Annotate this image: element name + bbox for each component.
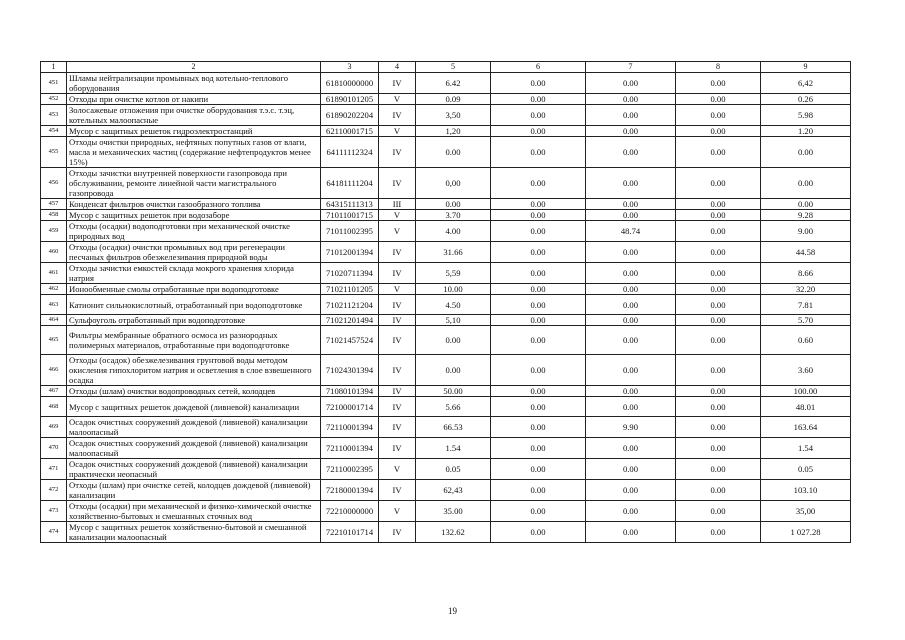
col9-value: 7.81	[761, 295, 851, 315]
waste-name: Отходы (осадки) очистки промывных вод при регенерации песчаных фильтров обезжелезивания природной воды	[67, 242, 321, 263]
col9-value: 5.98	[761, 105, 851, 126]
hazard-class: V	[379, 126, 416, 137]
hazard-class: V	[379, 210, 416, 221]
col5-value: 0.00	[416, 326, 491, 355]
col7-value: 0.00	[586, 480, 676, 501]
col6-value: 0.00	[491, 94, 586, 105]
waste-name: Конденсат фильтров очистки газообразного топлива	[67, 199, 321, 210]
col6-value: 0.00	[491, 355, 586, 386]
row-number: 464	[41, 315, 67, 326]
column-header-8: 8	[676, 62, 761, 73]
row-number: 459	[41, 221, 67, 242]
waste-name: Отходы (осадки) водоподготовки при механической очистке природных вод	[67, 221, 321, 242]
fkko-code: 72180001394	[321, 480, 379, 501]
col6-value: 0.00	[491, 210, 586, 221]
col8-value: 0.00	[676, 386, 761, 397]
row-number: 468	[41, 397, 67, 417]
col7-value: 0.00	[586, 73, 676, 94]
col5-value: 35.00	[416, 501, 491, 522]
col6-value: 0.00	[491, 242, 586, 263]
hazard-class: IV	[379, 168, 416, 199]
col9-value: 9.28	[761, 210, 851, 221]
waste-table	[40, 61, 851, 543]
col8-value: 0.00	[676, 459, 761, 480]
hazard-class: IV	[379, 263, 416, 284]
fkko-code: 62110001715	[321, 126, 379, 137]
fkko-code: 61890202204	[321, 105, 379, 126]
col9-value: 35,00	[761, 501, 851, 522]
waste-table-sheet	[40, 61, 850, 543]
fkko-code: 72210000000	[321, 501, 379, 522]
col5-value: 0.05	[416, 459, 491, 480]
col8-value: 0.00	[676, 94, 761, 105]
column-header-1: 1	[41, 62, 67, 73]
col9-value: 1.54	[761, 438, 851, 459]
col6-value: 0.00	[491, 501, 586, 522]
fkko-code: 72100001714	[321, 397, 379, 417]
fkko-code: 64315111313	[321, 199, 379, 210]
table-body	[41, 62, 851, 543]
waste-name: Отходы зачистки внутренней поверхности газопровода при обслуживании, ремонте линейной части магистрального газопровода	[67, 168, 321, 199]
col7-value: 0.00	[586, 210, 676, 221]
col7-value: 0.00	[586, 105, 676, 126]
waste-name: Мусор с защитных решеток хозяйственно-бытовой и смешанной канализации малоопасный	[67, 522, 321, 543]
waste-name: Фильтры мембранные обратного осмоса из разнородных полимерных материалов, отработанные при водоподготовке	[67, 326, 321, 355]
col9-value: 0.00	[761, 168, 851, 199]
col9-value: 48.01	[761, 397, 851, 417]
fkko-code: 71011002395	[321, 221, 379, 242]
column-header-9: 9	[761, 62, 851, 73]
hazard-class: IV	[379, 522, 416, 543]
col9-value: 163.64	[761, 417, 851, 438]
col6-value: 0.00	[491, 105, 586, 126]
col8-value: 0.00	[676, 221, 761, 242]
col8-value: 0.00	[676, 168, 761, 199]
col5-value: 5,10	[416, 315, 491, 326]
row-number: 470	[41, 438, 67, 459]
col8-value: 0.00	[676, 73, 761, 94]
hazard-class: IV	[379, 355, 416, 386]
col9-value: 0.26	[761, 94, 851, 105]
col5-value: 66.53	[416, 417, 491, 438]
col8-value: 0.00	[676, 263, 761, 284]
fkko-code: 72110001394	[321, 417, 379, 438]
waste-name: Шламы нейтрализации промывных вод котельно-теплового оборудования	[67, 73, 321, 94]
hazard-class: V	[379, 459, 416, 480]
table-row	[41, 284, 851, 295]
fkko-code: 64181111204	[321, 168, 379, 199]
hazard-class: V	[379, 284, 416, 295]
fkko-code: 72110002395	[321, 459, 379, 480]
col9-value: 100.00	[761, 386, 851, 397]
table-row	[41, 326, 851, 355]
table-row	[41, 480, 851, 501]
table-row	[41, 168, 851, 199]
col8-value: 0.00	[676, 480, 761, 501]
col6-value: 0.00	[491, 199, 586, 210]
col8-value: 0.00	[676, 210, 761, 221]
col7-value: 0.00	[586, 326, 676, 355]
col7-value: 0.00	[586, 284, 676, 295]
table-row	[41, 459, 851, 480]
col6-value: 0.00	[491, 168, 586, 199]
fkko-code: 71020711394	[321, 263, 379, 284]
col6-value: 0.00	[491, 73, 586, 94]
col6-value: 0.00	[491, 397, 586, 417]
hazard-class: V	[379, 501, 416, 522]
hazard-class: IV	[379, 137, 416, 168]
col9-value: 8.66	[761, 263, 851, 284]
col7-value: 9.90	[586, 417, 676, 438]
col8-value: 0.00	[676, 355, 761, 386]
hazard-class: IV	[379, 397, 416, 417]
hazard-class: V	[379, 221, 416, 242]
col9-value: 44.58	[761, 242, 851, 263]
waste-name: Мусор с защитных решеток гидроэлектростанций	[67, 126, 321, 137]
waste-name: Сульфоуголь отработанный при водоподготовке	[67, 315, 321, 326]
fkko-code: 71012001394	[321, 242, 379, 263]
col7-value: 0.00	[586, 263, 676, 284]
col7-value: 0.00	[586, 386, 676, 397]
col7-value: 0.00	[586, 315, 676, 326]
col5-value: 0.00	[416, 199, 491, 210]
waste-name: Осадок очистных сооружений дождевой (ливневой) канализации малоопасный	[67, 417, 321, 438]
waste-name: Осадок очистных сооружений дождевой (ливневой) канализации практически неопасный	[67, 459, 321, 480]
col6-value: 0.00	[491, 137, 586, 168]
col9-value: 103.10	[761, 480, 851, 501]
col9-value: 1 027.28	[761, 522, 851, 543]
row-number: 452	[41, 94, 67, 105]
fkko-code: 61810000000	[321, 73, 379, 94]
col9-value: 0.60	[761, 326, 851, 355]
col6-value: 0.00	[491, 326, 586, 355]
col8-value: 0.00	[676, 438, 761, 459]
col7-value: 0.00	[586, 137, 676, 168]
table-row	[41, 199, 851, 210]
col9-value: 5.70	[761, 315, 851, 326]
fkko-code: 72110001394	[321, 438, 379, 459]
row-number: 462	[41, 284, 67, 295]
hazard-class: IV	[379, 295, 416, 315]
fkko-code: 71021201494	[321, 315, 379, 326]
col6-value: 0.00	[491, 263, 586, 284]
row-number: 474	[41, 522, 67, 543]
page-number: 19	[448, 606, 457, 616]
col8-value: 0.00	[676, 522, 761, 543]
col6-value: 0.00	[491, 386, 586, 397]
waste-name: Отходы при очистке котлов от накипи	[67, 94, 321, 105]
column-header-4: 4	[379, 62, 416, 73]
col8-value: 0.00	[676, 137, 761, 168]
waste-name: Осадок очистных сооружений дождевой (ливневой) канализации малоопасный	[67, 438, 321, 459]
hazard-class: IV	[379, 480, 416, 501]
table-row	[41, 355, 851, 386]
hazard-class: IV	[379, 73, 416, 94]
table-row	[41, 94, 851, 105]
fkko-code: 64111112324	[321, 137, 379, 168]
header-row	[41, 62, 851, 73]
col8-value: 0.00	[676, 326, 761, 355]
col5-value: 0.00	[416, 355, 491, 386]
col7-value: 0.00	[586, 355, 676, 386]
table-row	[41, 315, 851, 326]
table-row	[41, 397, 851, 417]
fkko-code: 71021457524	[321, 326, 379, 355]
col9-value: 1.20	[761, 126, 851, 137]
row-number: 469	[41, 417, 67, 438]
col5-value: 3.70	[416, 210, 491, 221]
col5-value: 1,20	[416, 126, 491, 137]
hazard-class: IV	[379, 105, 416, 126]
col6-value: 0.00	[491, 126, 586, 137]
col6-value: 0.00	[491, 480, 586, 501]
col7-value: 0.00	[586, 94, 676, 105]
col8-value: 0.00	[676, 126, 761, 137]
waste-name: Отходы (осадок) обезжелезивания грунтовой воды методом окисления гипохлоритом натрия и осветления в слое взвешенного осадка	[67, 355, 321, 386]
waste-name: Отходы (шлам) при очистке сетей, колодцев дождевой (ливневой) канализации	[67, 480, 321, 501]
waste-name: Мусор с защитных решеток дождевой (ливневой) канализации	[67, 397, 321, 417]
waste-name: Золосажевые отложения при очистке оборудования т.э.с. т.эц, котельных малоопасные	[67, 105, 321, 126]
col7-value: 0.00	[586, 522, 676, 543]
row-number: 455	[41, 137, 67, 168]
table-row	[41, 73, 851, 94]
col6-value: 0.00	[491, 284, 586, 295]
col8-value: 0.00	[676, 199, 761, 210]
column-header-2: 2	[67, 62, 321, 73]
row-number: 465	[41, 326, 67, 355]
column-header-7: 7	[586, 62, 676, 73]
col9-value: 32.20	[761, 284, 851, 295]
row-number: 461	[41, 263, 67, 284]
table-row	[41, 386, 851, 397]
waste-name: Катионит сильнокислотный, отработанный при водоподготовке	[67, 295, 321, 315]
col5-value: 1.54	[416, 438, 491, 459]
hazard-class: III	[379, 199, 416, 210]
col9-value: 3.60	[761, 355, 851, 386]
row-number: 460	[41, 242, 67, 263]
waste-name: Отходы (осадки) при механической и физико-химической очистке хозяйственно-бытовых и смешанных сточных вод	[67, 501, 321, 522]
row-number: 456	[41, 168, 67, 199]
table-row	[41, 242, 851, 263]
fkko-code: 71024301394	[321, 355, 379, 386]
table-row	[41, 221, 851, 242]
col5-value: 5,59	[416, 263, 491, 284]
col7-value: 0.00	[586, 295, 676, 315]
col6-value: 0.00	[491, 459, 586, 480]
col9-value: 0.00	[761, 137, 851, 168]
hazard-class: IV	[379, 315, 416, 326]
table-row	[41, 501, 851, 522]
row-number: 458	[41, 210, 67, 221]
hazard-class: IV	[379, 326, 416, 355]
col5-value: 0,00	[416, 168, 491, 199]
col5-value: 3,50	[416, 105, 491, 126]
col9-value: 0.00	[761, 199, 851, 210]
col7-value: 0.00	[586, 397, 676, 417]
waste-name: Отходы (шлам) очистки водопроводных сетей, колодцев	[67, 386, 321, 397]
waste-name: Отходы очистки природных, нефтяных попутных газов от влаги, масла и механических частиц (содержание нефтепродуктов менее 15%)	[67, 137, 321, 168]
column-header-5: 5	[416, 62, 491, 73]
table-row	[41, 210, 851, 221]
col5-value: 50.00	[416, 386, 491, 397]
fkko-code: 71011001715	[321, 210, 379, 221]
table-row	[41, 417, 851, 438]
col6-value: 0.00	[491, 221, 586, 242]
table-row	[41, 263, 851, 284]
hazard-class: IV	[379, 386, 416, 397]
col5-value: 5.66	[416, 397, 491, 417]
table-row	[41, 105, 851, 126]
col5-value: 10.00	[416, 284, 491, 295]
col5-value: 0.00	[416, 137, 491, 168]
col6-value: 0.00	[491, 522, 586, 543]
col6-value: 0.00	[491, 315, 586, 326]
col6-value: 0.00	[491, 417, 586, 438]
col7-value: 0.00	[586, 126, 676, 137]
row-number: 467	[41, 386, 67, 397]
fkko-code: 72210101714	[321, 522, 379, 543]
row-number: 466	[41, 355, 67, 386]
col8-value: 0.00	[676, 105, 761, 126]
waste-name: Ионообменные смолы отработанные при водоподготовке	[67, 284, 321, 295]
column-header-6: 6	[491, 62, 586, 73]
row-number: 473	[41, 501, 67, 522]
col7-value: 0.00	[586, 501, 676, 522]
row-number: 457	[41, 199, 67, 210]
col8-value: 0.00	[676, 315, 761, 326]
col6-value: 0.00	[491, 438, 586, 459]
row-number: 451	[41, 73, 67, 94]
row-number: 463	[41, 295, 67, 315]
col8-value: 0.00	[676, 417, 761, 438]
col8-value: 0.00	[676, 242, 761, 263]
col7-value: 0.00	[586, 168, 676, 199]
col5-value: 0.09	[416, 94, 491, 105]
waste-name: Отходы зачистки емкостей склада мокрого хранения хлорида натрия	[67, 263, 321, 284]
col8-value: 0.00	[676, 397, 761, 417]
col5-value: 62,43	[416, 480, 491, 501]
row-number: 472	[41, 480, 67, 501]
hazard-class: IV	[379, 438, 416, 459]
col8-value: 0.00	[676, 284, 761, 295]
row-number: 471	[41, 459, 67, 480]
col7-value: 0.00	[586, 438, 676, 459]
col5-value: 6.42	[416, 73, 491, 94]
col7-value: 48.74	[586, 221, 676, 242]
col6-value: 0.00	[491, 295, 586, 315]
column-header-3: 3	[321, 62, 379, 73]
table-row	[41, 126, 851, 137]
hazard-class: V	[379, 94, 416, 105]
col9-value: 9.00	[761, 221, 851, 242]
fkko-code: 71080101394	[321, 386, 379, 397]
col8-value: 0.00	[676, 501, 761, 522]
col5-value: 4.00	[416, 221, 491, 242]
col5-value: 132.62	[416, 522, 491, 543]
hazard-class: IV	[379, 417, 416, 438]
waste-name: Мусор с защитных решеток при водозаборе	[67, 210, 321, 221]
col7-value: 0.00	[586, 242, 676, 263]
table-row	[41, 295, 851, 315]
col8-value: 0.00	[676, 295, 761, 315]
col5-value: 4.50	[416, 295, 491, 315]
fkko-code: 61890101205	[321, 94, 379, 105]
col9-value: 0.05	[761, 459, 851, 480]
row-number: 454	[41, 126, 67, 137]
col5-value: 31.66	[416, 242, 491, 263]
col7-value: 0.00	[586, 459, 676, 480]
row-number: 453	[41, 105, 67, 126]
col9-value: 6,42	[761, 73, 851, 94]
fkko-code: 71021121204	[321, 295, 379, 315]
fkko-code: 71021101205	[321, 284, 379, 295]
table-row	[41, 137, 851, 168]
table-row	[41, 522, 851, 543]
table-row	[41, 438, 851, 459]
col7-value: 0.00	[586, 199, 676, 210]
hazard-class: IV	[379, 242, 416, 263]
